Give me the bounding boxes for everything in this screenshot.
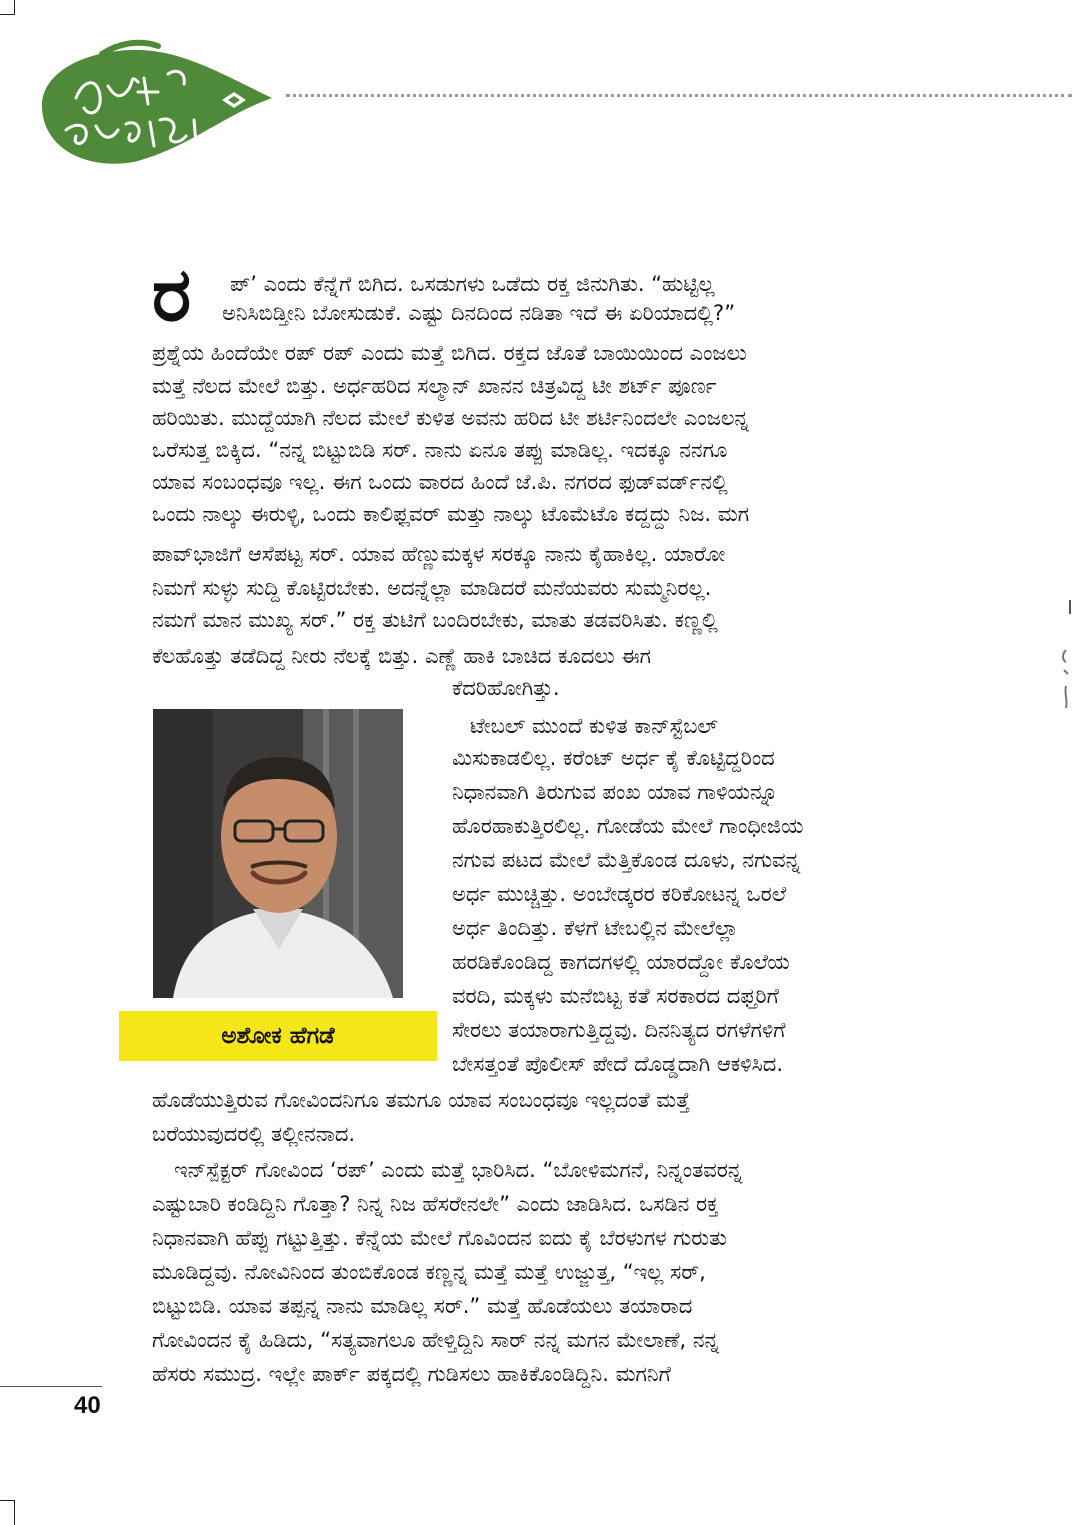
page-number: 40 — [74, 1392, 101, 1419]
article-line: ಒರೆಸುತ್ತ ಬಿಕ್ಕಿದ. “ನನ್ನ ಬಿಟ್ಟುಬಿಡಿ ಸರ್. ನಾನು ಏನೂ ತಪ್ಪು ಮಾಡಿಲ್ಲ. ಇದಕ್ಕೂ ನನಗೂ — [152, 438, 728, 462]
article-line: ಪ್ರಶ್ನೆಯ ಹಿಂದೆಯೇ ರಪ್ ರಪ್ ಎಂದು ಮತ್ತೆ ಬಿಗಿದ. ರಕ್ತದ ಜೊತೆ ಬಾಯಿಯಿಂದ ಎಂಜಲು — [152, 341, 747, 365]
article-line: ಅನಿಸಿಬಿಡ್ತೀನಿ ಬೋಸುಡುಕೆ. ಎಷ್ಟು ದಿನದಿಂದ ನಡಿತಾ ಇದೆ ಈ ಏರಿಯಾದಲ್ಲಿ?” — [222, 301, 736, 325]
article-line: ಮೂಡಿದ್ದವು. ನೋವಿನಿಂದ ತುಂಬಿಕೊಂಡ ಕಣ್ಣನ್ನ ಮತ್ತೆ ಮತ್ತೆ ಉಜ್ಜುತ್ತ, “ಇಲ್ಲ ಸರ್, — [152, 1260, 706, 1284]
article-line: ಹೊರಹಾಕುತ್ತಿರಲಿಲ್ಲ. ಗೋಡೆಯ ಮೇಲೆ ಗಾಂಧೀಜಿಯ — [452, 814, 804, 838]
article-line: ಬೇಸತ್ತಂತೆ ಪೊಲೀಸ್ ಪೇದೆ ದೊಡ್ಡದಾಗಿ ಆಕಳಿಸಿದ. — [452, 1052, 784, 1076]
edge-marks-icon — [1058, 590, 1072, 720]
article-line: ವರದಿ, ಮಕ್ಕಳು ಮನೆಬಿಟ್ಟ ಕತೆ ಸರಕಾರದ ದಫ್ತರಿಗೆ — [452, 984, 779, 1008]
article-line: ನಿಧಾನವಾಗಿ ತಿರುಗುವ ಪಂಖ ಯಾವ ಗಾಳಿಯನ್ನೂ — [452, 780, 778, 804]
article-line: ಸೇರಲು ತಯಾರಾಗುತ್ತಿದ್ದವು. ದಿನನಿತ್ಯದ ರಗಳೆಗಳಿಗೆ — [452, 1018, 786, 1042]
footer-rule — [0, 1386, 102, 1387]
article-line: ನಗುವ ಪಟದ ಮೇಲೆ ಮೆತ್ತಿಕೊಂಡ ದೂಳು, ನಗುವನ್ನ — [452, 848, 801, 872]
crop-mark-bottom-vertical — [14, 1500, 15, 1525]
article-line: ಅರ್ಧ ತಿಂದಿತ್ತು. ಕೆಳಗೆ ಟೇಬಲ್ಲಿನ ಮೇಲೆಲ್ಲಾ — [452, 916, 739, 940]
article-line-tail: ಪ್’ ಎಂದು ಕೆನ್ನೆಗೆ ಬಿಗಿದ. ಒಸಡುಗಳು ಒಡೆದು ರಕ್ತ ಜಿನುಗಿತು. “ಹುಟ್ಟಿಲ್ಲ — [230, 272, 715, 296]
header-dotted-rule — [286, 94, 1072, 97]
article-line: ಬರೆಯುವುದರಲ್ಲಿ ತಲ್ಲೀನನಾದ. — [152, 1122, 356, 1146]
article-line: ಮತ್ತೆ ನೆಲದ ಮೇಲೆ ಬಿತ್ತು. ಅರ್ಧಹರಿದ ಸಲ್ಮಾನ್ ಖಾನನ ಚಿತ್ರವಿದ್ದ ಟೀ ಶರ್ಟ್ ಪೂರ್ಣ — [152, 374, 717, 398]
article-line: ಕೆಲಹೊತ್ತು ತಡೆದಿದ್ದ ನೀರು ನೆಲಕ್ಕೆ ಬಿತ್ತು. ಎಣ್ಣೆ ಹಾಕಿ ಬಾಚಿದ ಕೂದಲು ಈಗ — [152, 644, 651, 668]
article-line: ಹೊಡೆಯುತ್ತಿರುವ ಗೋವಿಂದನಿಗೂ ತಮಗೂ ಯಾವ ಸಂಬಂಧವೂ ಇಲ್ಲದಂತೆ ಮತ್ತೆ — [152, 1088, 690, 1112]
drop-cap-letter: ರ — [152, 252, 192, 338]
article-line — [230, 270, 715, 299]
article-line: ನಿಮಗೆ ಸುಳ್ಳು ಸುದ್ದಿ ಕೊಟ್ಟಿರಬೇಕು. ಅದನ್ನೆಲ್ಲಾ ಮಾಡಿದರೆ ಮನೆಯವರು ಸುಮ್ಮನಿರಲ್ಲ. — [152, 576, 712, 600]
article-line: ಎಷ್ಟುಬಾರಿ ಕಂಡಿದ್ದಿನಿ ಗೊತ್ತಾ? ನಿನ್ನ ನಿಜ ಹೆಸರೇನಲೇ” ಎಂದು ಜಾಡಿಸಿದ. ಒಸಡಿನ ರಕ್ತ — [152, 1192, 719, 1216]
article-line: ಹರಿಯಿತು. ಮುದ್ದೆಯಾಗಿ ನೆಲದ ಮೇಲೆ ಕುಳಿತ ಅವನು ಹರಿದ ಟೀ ಶರ್ಟಿನಿಂದಲೇ ಎಂಜಲನ್ನ — [152, 406, 749, 430]
article-line: ಬಿಟ್ಟುಬಿಡಿ. ಯಾವ ತಪ್ಪನ್ನ ನಾನು ಮಾಡಿಲ್ಲ ಸರ್.” ಮತ್ತೆ ಹೊಡೆಯಲು ತಯಾರಾದ — [152, 1294, 693, 1318]
article-line: ಹರಡಿಕೊಂಡಿದ್ದ ಕಾಗದಗಳಲ್ಲಿ ಯಾರದ್ದೋ ಕೊಲೆಯ — [452, 950, 790, 974]
author-name-box — [119, 1011, 437, 1061]
author-photo — [153, 709, 403, 998]
article-line: ಇನ್‌ಸ್ಪೆಕ್ಟರ್ ಗೋವಿಂದ ‘ರಪ್’ ಎಂದು ಮತ್ತೆ ಭಾರಿಸಿದ. “ಬೋಳಿಮಗನೆ, ನಿನ್ನಂತವರನ್ನ — [174, 1158, 743, 1182]
crop-mark-top-horizontal — [0, 14, 15, 15]
article-line: ಹೆಸರು ಸಮುದ್ರ. ಇಲ್ಲೇ ಪಾರ್ಕ್ ಪಕ್ಕದಲ್ಲಿ ಗುಡಿಸಲು ಹಾಕಿಕೊಂಡಿದ್ದಿನಿ. ಮಗನಿಗೆ — [152, 1362, 671, 1386]
article-line: ಕೆದರಿಹೋಗಿತ್ತು. — [452, 676, 560, 700]
crop-mark-top-vertical — [14, 0, 15, 14]
article-line: ಮಿಸುಕಾಡಲಿಲ್ಲ. ಕರೆಂಟ್ ಅರ್ಧ ಕೈ ಕೊಟ್ಟಿದ್ದರಿಂದ — [452, 746, 775, 770]
article-line: ಪಾವ್‌ಭಾಜಿಗೆ ಆಸೆಪಟ್ಟ ಸರ್. ಯಾವ ಹೆಣ್ಣುಮಕ್ಕಳ ಸರಕ್ಕೂ ನಾನು ಕೈಹಾಕಿಲ್ಲ. ಯಾರೋ — [152, 542, 726, 566]
article-line: ಟೇಬಲ್ ಮುಂದೆ ಕುಳಿತ ಕಾನ್‌ಸ್ಟೆಬಲ್ — [470, 714, 718, 738]
article-line: ಗೋವಿಂದನ ಕೈ ಹಿಡಿದು, “ಸತ್ಯವಾಗಲೂ ಹೇಳ್ತಿದ್ದಿನಿ ಸಾರ್ ನನ್ನ ಮಗನ ಮೇಲಾಣೆ, ನನ್ನ — [152, 1328, 720, 1352]
leaf-logo-icon — [38, 38, 278, 172]
author-name: ಅಶೋಕ ಹೆಗಡೆ — [221, 1023, 335, 1049]
article-line: ನಮಗೆ ಮಾನ ಮುಖ್ಯ ಸರ್.” ರಕ್ತ ತುಟಿಗೆ ಬಂದಿರಬೇಕು, ಮಾತು ತಡವರಿಸಿತು. ಕಣ್ಣಲ್ಲಿ — [152, 608, 718, 632]
article-line: ಒಂದು ನಾಲ್ಕು ಈರುಳ್ಳಿ, ಒಂದು ಕಾಲಿಫ್ಲವರ್ ಮತ್ತು ನಾಲ್ಕು ಟೊಮೆಟೊ ಕದ್ದದ್ದು ನಿಜ. ಮಗ — [152, 502, 750, 526]
article-line: ಯಾವ ಸಂಬಂಧವೂ ಇಲ್ಲ. ಈಗ ಒಂದು ವಾರದ ಹಿಂದೆ ಜೆ.ಪಿ. ನಗರದ ಫುಡ್‌ವರ್ಡ್‌ನಲ್ಲಿ — [152, 470, 728, 494]
article-line: ನಿಧಾನವಾಗಿ ಹೆಪ್ಪು ಗಟ್ಟುತ್ತಿತ್ತು. ಕೆನ್ನೆಯ ಮೇಲೆ ಗೊವಿಂದನ ಐದು ಕೈ ಬೆರಳುಗಳ ಗುರುತು — [152, 1226, 727, 1250]
crop-mark-bottom-horizontal — [0, 1500, 15, 1501]
article-line: ಅರ್ಧ ಮುಚ್ಚಿತ್ತು. ಅಂಬೇಡ್ಕರರ ಕರಿಕೋಟನ್ನ ಒರಲೆ — [452, 882, 787, 906]
